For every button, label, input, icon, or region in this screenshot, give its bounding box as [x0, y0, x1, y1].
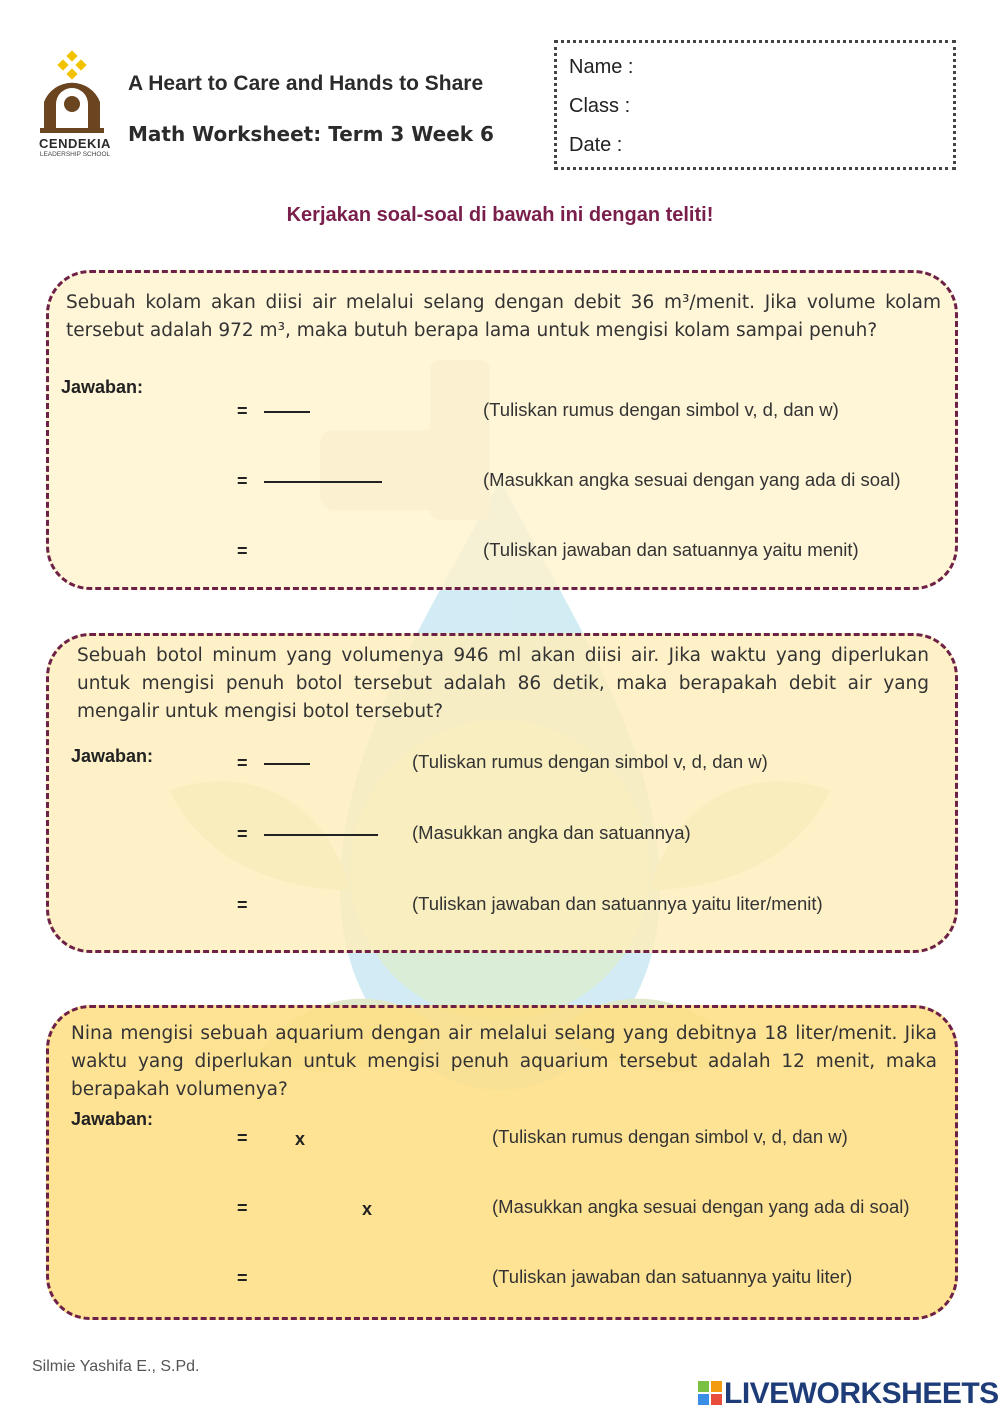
instruction-text: Kerjakan soal-soal di bawah ini dengan teliti!	[286, 204, 714, 226]
step-hint: (Tuliskan rumus dengan simbol v, d, dan w)	[483, 399, 839, 420]
step-hint: (Tuliskan rumus dengan simbol v, d, dan w)	[492, 1126, 848, 1147]
equals-sign: =	[237, 1198, 248, 1218]
multiply-sign: x	[295, 1129, 306, 1149]
problem-card-3	[46, 1005, 958, 1320]
equals-sign: =	[237, 753, 248, 773]
liveworksheets-logo-icon	[698, 1381, 722, 1405]
equals-sign: =	[237, 541, 248, 561]
fraction-line[interactable]	[264, 763, 310, 765]
logo-emblem-icon	[30, 50, 120, 140]
class-field[interactable]: Class :	[569, 95, 631, 117]
logo-name: CENDEKIA	[39, 136, 111, 151]
answer-label: Jawaban:	[71, 746, 154, 766]
equals-sign: =	[237, 1268, 248, 1288]
step-hint: (Masukkan angka sesuai dengan yang ada di soal)	[492, 1196, 910, 1217]
answer-label: Jawaban:	[61, 377, 144, 397]
school-motto: A Heart to Care and Hands to Share	[128, 72, 484, 95]
problem-card-2	[46, 633, 958, 953]
equals-sign: =	[237, 895, 248, 915]
fraction-line[interactable]	[264, 411, 310, 413]
step-hint: (Tuliskan jawaban dan satuannya yaitu liter/menit)	[412, 893, 823, 914]
student-info-box	[554, 40, 956, 170]
fraction-line[interactable]	[264, 834, 378, 836]
school-logo	[30, 50, 120, 160]
step-hint: (Tuliskan rumus dengan simbol v, d, dan w)	[412, 751, 768, 772]
equals-sign: =	[237, 471, 248, 491]
date-field[interactable]: Date :	[569, 134, 623, 156]
equals-sign: =	[237, 1128, 248, 1148]
answer-label: Jawaban:	[71, 1109, 154, 1129]
question-text: Nina mengisi sebuah aquarium dengan air melalui selang yang debitnya 18 liter/menit. Jika waktu yang diperlukan untuk mengisi penuh aquarium tersebut adalah 12 menit, maka berapakah volumenya?	[71, 1023, 937, 1100]
step-hint: (Tuliskan jawaban dan satuannya yaitu menit)	[483, 539, 859, 560]
problem-card-1	[46, 270, 958, 590]
question-text: Sebuah kolam akan diisi air melalui selang dengan debit 36 m³/menit. Jika volume kolam tersebut adalah 972 m³, maka butuh berapa lama untuk mengisi kolam sampai penuh?	[66, 292, 941, 341]
step-hint: (Tuliskan jawaban dan satuannya yaitu liter)	[492, 1266, 853, 1287]
step-hint: (Masukkan angka sesuai dengan yang ada di soal)	[483, 469, 901, 490]
fraction-line[interactable]	[264, 481, 382, 483]
step-hint: (Masukkan angka dan satuannya)	[412, 822, 691, 843]
equals-sign: =	[237, 401, 248, 421]
worksheet-title: Math Worksheet: Term 3 Week 6	[128, 122, 494, 146]
equals-sign: =	[237, 824, 248, 844]
name-field[interactable]: Name :	[569, 56, 634, 78]
logo-subtext: LEADERSHIP SCHOOL	[39, 151, 111, 158]
liveworksheets-brand[interactable]: LIVEWORKSHEETS	[724, 1377, 999, 1410]
author-credit: Silmie Yashifa E., S.Pd.	[32, 1358, 200, 1375]
question-text: Sebuah botol minum yang volumenya 946 ml akan diisi air. Jika waktu yang diperlukan untuk mengisi penuh botol tersebut adalah 86 detik, maka berapakah debit air yang mengalir untuk mengisi botol tersebut?	[77, 645, 929, 722]
multiply-sign: x	[362, 1199, 373, 1219]
